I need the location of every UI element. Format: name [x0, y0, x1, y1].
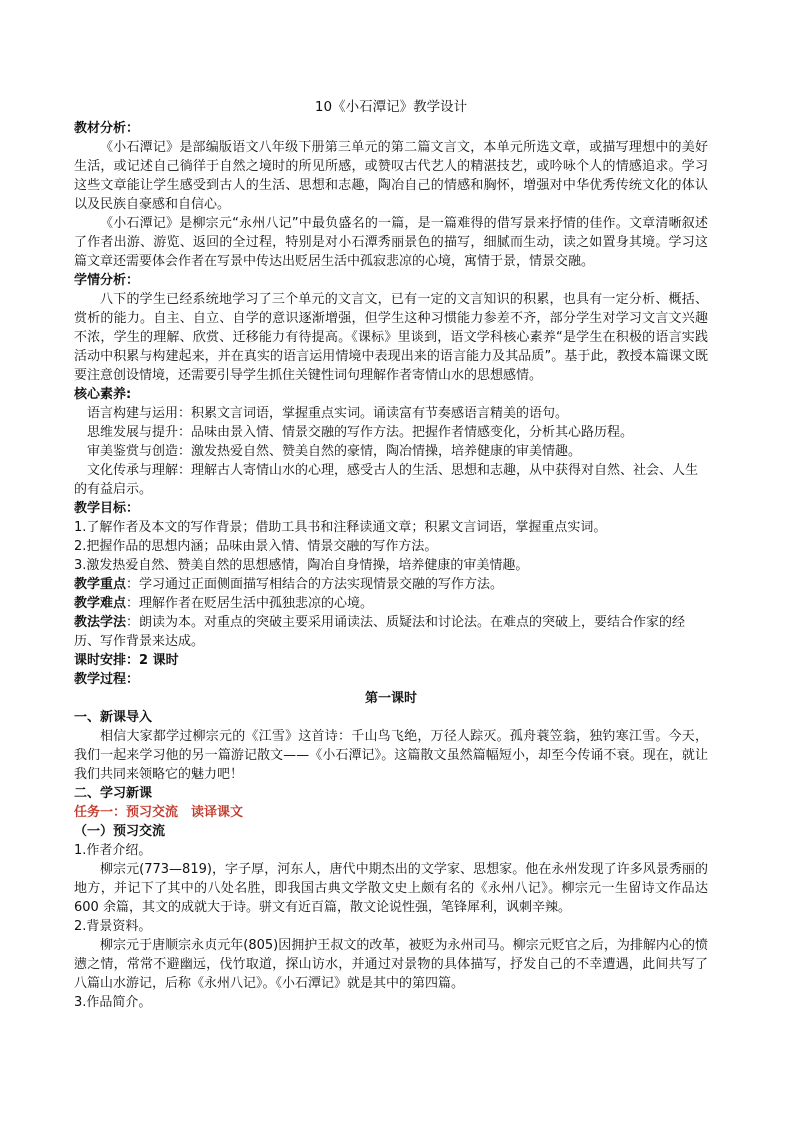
item-background: 2.背景资料。 [74, 919, 152, 934]
heading-material-analysis: 教材分析： [74, 121, 140, 136]
methods-label: 教法学法 [74, 615, 127, 630]
core-item-thinking: 思维发展与提升：品味由景入情、情景交融的写作方法。把握作者情感变化，分析其心路历程。 [87, 425, 634, 440]
student-paragraph: 八下的学生已经系统地学习了三个单元的文言文，已有一定的文言知识的积累，也具有一定分析、概括、赏析的能力。自主、自立、自学的意识逐渐增强，但学生这种习惯能力参差不齐，部分学生对学习文言文兴趣不浓，学生的理解、欣赏、迁移能力有待提高。《课标》里谈到，语文学科核心素养“是学生在积极的语言实践活动中积累与构建起来，并在真实的语言运用情境中表现出来的语言能力及其品质”。基于此，教授本篇课文既要注意创设情境，还需要引导学生抓住关键性词句理解作者寄情山水的思想感情。 [74, 292, 708, 383]
core-item-culture: 文化传承与理解：理解古人寄情山水的心理，感受古人的生活、思想和志趣，从中获得对自然、社会、人生的有益启示。 [74, 463, 699, 497]
heading-student-analysis: 学情分析： [74, 273, 140, 288]
material-paragraph-2: 《小石潭记》是柳宗元“永州八记”中最负盛名的一篇，是一篇难得的借写景来抒情的佳作。文章清晰叙述了作者出游、游览、返回的全过程，特别是对小石潭秀丽景色的描写，细腻而生动，读之如置身其境。学习这篇文章还需要体会作者在写景中传达出贬居生活中孤寂悲凉的心境，寓情于景，情景交融。 [74, 216, 708, 269]
goal-item-1: 1.了解作者及本文的写作背景；借助工具书和注释读通文章；积累文言词语，掌握重点实词。 [74, 520, 607, 535]
document-title: 10《小石潭记》教学设计 [314, 99, 468, 115]
teaching-difficulty [74, 594, 708, 613]
key-point-label: 教学重点 [74, 577, 127, 592]
heading-teaching-process: 教学过程： [74, 672, 140, 687]
difficulty-text: ：理解作者在贬居生活中孤独悲凉的心境。 [126, 596, 374, 611]
lesson-one-heading: 第一课时 [364, 691, 417, 706]
intro-paragraph: 相信大家都学过柳宗元的《江雪》这首诗：千山鸟飞绝，万径人踪灭。孤舟蓑笠翁，独钓寒江雪。今天，我们一起来学习他的另一篇游记散文——《小石潭记》。这篇散文虽然篇幅短小，却至今传诵不衰。现在，就让我们共同来领略它的魅力吧！ [74, 729, 708, 782]
teaching-key-point [74, 575, 708, 594]
goal-item-3: 3.激发热爱自然、赞美自然的思想感情，陶冶自身情操，培养健康的审美情趣。 [74, 558, 529, 573]
difficulty-label: 教学难点 [74, 596, 127, 611]
background-paragraph: 柳宗元于唐顺宗永贞元年(805)因拥护王叔文的改革，被贬为永州司马。柳宗元贬官之后，为排解内心的愤懑之情，常常不避幽远，伐竹取道，探山访水，并通过对景物的具体描写，抒发自己的不幸遭遇，此间共写了八篇山水游记，后称《永州八记》。《小石潭记》就是其中的第四篇。 [74, 938, 708, 991]
item-author-intro: 1.作者介绍。 [74, 843, 152, 858]
heading-teaching-goals: 教学目标： [74, 501, 140, 516]
methods-text: ：朗读为本。对重点的突破主要采用诵读法、质疑法和讨论法。在难点的突破上，要结合作家的经历、写作背景来达成。 [74, 615, 686, 649]
teaching-methods [74, 613, 708, 651]
item-work-intro: 3.作品简介。 [74, 995, 152, 1010]
task-one-heading: 任务一：预习交流 读译课文 [74, 805, 244, 820]
goal-item-2: 2.把握作品的思想内涵；品味由景入情、情景交融的写作方法。 [74, 539, 438, 554]
heading-core-literacy: 核心素养: [74, 387, 132, 402]
part-one-heading: 一、新课导入 [74, 710, 153, 725]
material-paragraph-1: 《小石潭记》是部编版语文八年级下册第三单元的第二篇文言文，本单元所选文章，或描写理想中的美好生活，或记述自己徜徉于自然之境时的所见所感，或赞叹古代艺人的精湛技艺，或吟咏个人的情感追求。学习这些文章能让学生感受到古人的生活、思想和志趣，陶冶自己的情感和胸怀，增强对中华优秀传统文化的体认以及民族自豪感和自信心。 [74, 140, 708, 212]
class-hours: 课时安排：2 课时 [74, 653, 179, 668]
key-point-text: ：学习通过正面侧面描写相结合的方法实现情景交融的写作方法。 [126, 577, 504, 592]
core-item-language: 语言构建与运用：积累文言词语，掌握重点实词。诵读富有节奏感语言精美的语句。 [87, 406, 569, 421]
part-two-heading: 二、学习新课 [74, 786, 153, 801]
author-paragraph: 柳宗元(773—819)，字子厚，河东人，唐代中期杰出的文学家、思想家。他在永州发现了许多风景秀丽的地方，并记下了其中的八处名胜，即我国古典文学散文史上颇有名的《永州八记》。柳宗元一生留诗文作品达 600 余篇，其文的成就大于诗。骈文有近百篇，散文论说性强，笔锋犀利，讽刺辛辣。 [74, 862, 708, 915]
core-item-aesthetic: 审美鉴赏与创造：激发热爱自然、赞美自然的豪情，陶冶情操，培养健康的审美情趣。 [87, 444, 582, 459]
subsection-preview-heading: （一）预习交流 [74, 824, 166, 839]
